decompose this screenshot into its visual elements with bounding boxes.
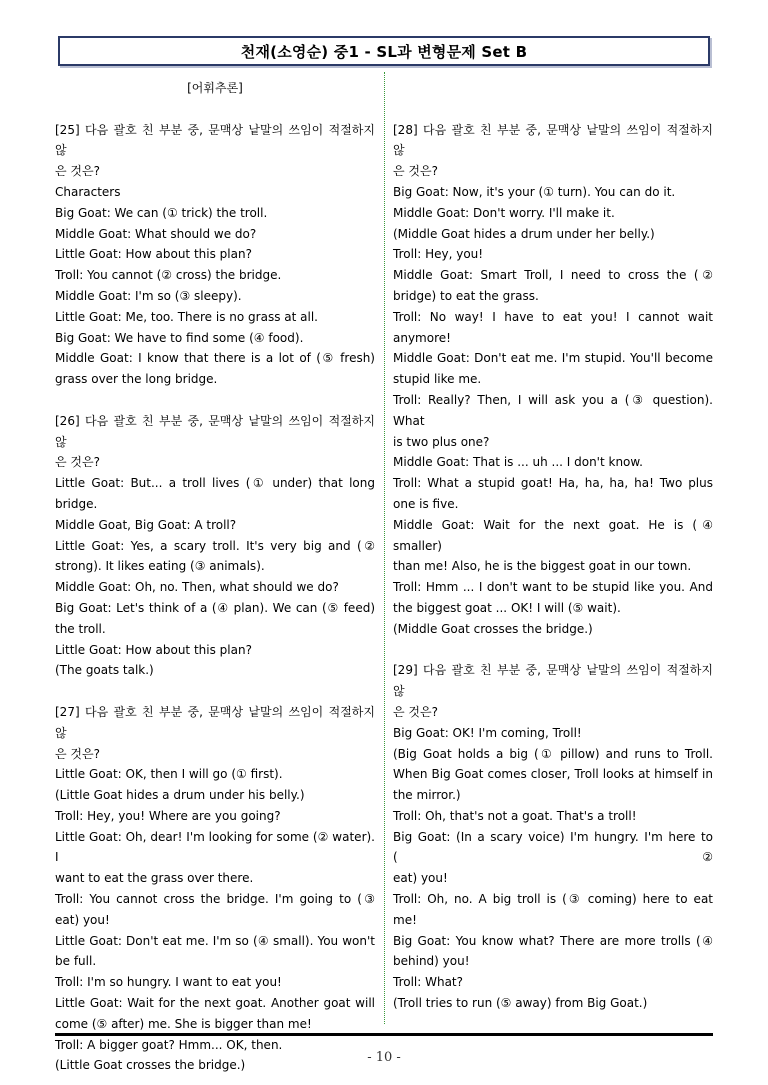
- text-line: (Little Goat hides a drum under his belly.): [55, 788, 305, 803]
- text-line: strong). It likes eating (③ animals).: [55, 559, 265, 574]
- left-column: [55, 78, 375, 1076]
- text-line: Middle Goat: I'm so (③ sleepy).: [55, 288, 242, 303]
- text-line: 은 것은?: [393, 164, 438, 179]
- text-line: Middle Goat, Big Goat: A troll?: [55, 517, 237, 532]
- text-line: Little Goat: OK, then I will go (① first).: [55, 767, 283, 782]
- text-line: Characters: [55, 184, 121, 199]
- text-line: Big Goat: We can (① trick) the troll.: [55, 205, 268, 220]
- text-line: Big Goat: You know what? There are more trolls (④: [393, 933, 713, 948]
- text-line: Little Goat: How about this plan?: [55, 642, 252, 657]
- section-label: [어휘추론]: [187, 81, 243, 95]
- page-number: - 10 -: [367, 1050, 401, 1065]
- text-line: (Middle Goat crosses the bridge.): [393, 621, 593, 636]
- bottom-rule: [55, 1033, 713, 1036]
- text-line: Little Goat: Oh, dear! I'm looking for some (② water). I: [55, 829, 375, 865]
- text-line: Troll: What?: [393, 975, 464, 990]
- spacer: [55, 390, 375, 411]
- text-line: Little Goat: Yes, a scary troll. It's very big and (②: [55, 538, 375, 553]
- text-line: Little Goat: How about this plan?: [55, 247, 252, 262]
- text-line: Troll: Hey, you! Where are you going?: [55, 808, 281, 823]
- text-line: Big Goat: We have to find some (④ food).: [55, 330, 304, 345]
- text-line: Troll: What a stupid goat! Ha, ha, ha, ha! Two plus: [393, 476, 713, 491]
- spacer: [393, 640, 713, 661]
- spacer: [55, 681, 375, 702]
- text-line: the mirror.): [393, 788, 461, 803]
- text-line: want to eat the grass over there.: [55, 871, 254, 886]
- text-line: Big Goat: OK! I'm coming, Troll!: [393, 725, 582, 740]
- text-line: Troll: Oh, that's not a goat. That's a troll!: [393, 808, 637, 823]
- text-line: Little Goat: Wait for the next goat. Another goat will: [55, 996, 375, 1011]
- text-line: (Little Goat crosses the bridge.): [55, 1058, 246, 1073]
- text-line: eat) you!: [55, 912, 110, 927]
- text-line: (Big Goat holds a big (① pillow) and runs to Troll.: [393, 746, 713, 761]
- text-line: Big Goat: Let's think of a (④ plan). We can (⑤ feed): [55, 600, 375, 615]
- spacer: [393, 78, 713, 99]
- text-line: Troll: A bigger goat? Hmm... OK, then.: [55, 1037, 283, 1052]
- text-line: Middle Goat: That is ... uh ... I don't know.: [393, 455, 643, 470]
- text-line: one is five.: [393, 496, 459, 511]
- text-line: Troll: I'm so hungry. I want to eat you!: [55, 975, 282, 990]
- text-line: stupid like me.: [393, 372, 482, 387]
- text-line: Middle Goat: I know that there is a lot of (⑤ fresh): [55, 351, 375, 366]
- column-divider: [384, 72, 385, 1024]
- text-line: (Troll tries to run (⑤ away) from Big Goat.): [393, 996, 648, 1011]
- text-line: Middle Goat: What should we do?: [55, 226, 257, 241]
- text-line: [28] 다음 괄호 친 부분 중, 문맥상 낱말의 쓰임이 적절하지 않: [393, 122, 713, 158]
- text-line: Troll: You cannot (② cross) the bridge.: [55, 268, 282, 283]
- text-line: Little Goat: But... a troll lives (① under) that long: [55, 476, 375, 491]
- text-line: Troll: Hey, you!: [393, 247, 484, 262]
- text-line: bridge) to eat the grass.: [393, 288, 539, 303]
- text-line: Troll: No way! I have to eat you! I cannot wait: [393, 309, 713, 324]
- text-line: Middle Goat: Smart Troll, I need to cross the (②: [393, 268, 713, 283]
- text-line: Troll: Oh, no. A big troll is (③ coming) here to eat: [393, 892, 713, 907]
- text-line: me!: [393, 912, 417, 927]
- text-line: bridge.: [55, 496, 98, 511]
- text-line: Little Goat: Don't eat me. I'm so (④ small). You won't: [55, 933, 375, 948]
- text-line: [29] 다음 괄호 친 부분 중, 문맥상 낱말의 쓰임이 적절하지 않: [393, 663, 713, 699]
- text-line: 은 것은?: [55, 455, 100, 470]
- header-box: [58, 36, 710, 66]
- text-line: Troll: You cannot cross the bridge. I'm going to (③: [55, 892, 375, 907]
- text-line: [25] 다음 괄호 친 부분 중, 문맥상 낱말의 쓰임이 적절하지 않: [55, 122, 375, 158]
- text-line: 은 것은?: [393, 704, 438, 719]
- text-line: (Middle Goat hides a drum under her belly.): [393, 226, 655, 241]
- text-line: Troll: Hmm ... I don't want to be stupid like you. And: [393, 580, 713, 595]
- text-line: Troll: Really? Then, I will ask you a (③ question). What: [393, 392, 713, 428]
- text-line: Big Goat: (In a scary voice) I'm hungry. I'm here to (②: [393, 829, 713, 865]
- text-line: Big Goat: Now, it's your (① turn). You can do it.: [393, 184, 676, 199]
- text-line: the troll.: [55, 621, 106, 636]
- text-line: be full.: [55, 954, 97, 969]
- text-line: Middle Goat: Oh, no. Then, what should we do?: [55, 580, 339, 595]
- text-line: anymore!: [393, 330, 451, 345]
- text-line: than me! Also, he is the biggest goat in our town.: [393, 559, 692, 574]
- text-line: Middle Goat: Don't worry. I'll make it.: [393, 205, 615, 220]
- page-title: 천재(소영순) 중1 - SL과 변형문제 Set B: [240, 42, 528, 61]
- text-line: When Big Goat comes closer, Troll looks at himself in: [393, 767, 713, 782]
- text-line: Middle Goat: Wait for the next goat. He is (④ smaller): [393, 517, 713, 553]
- text-line: the biggest goat ... OK! I will (⑤ wait).: [393, 600, 621, 615]
- text-line: Little Goat: Me, too. There is no grass at all.: [55, 309, 318, 324]
- text-line: [27] 다음 괄호 친 부분 중, 문맥상 낱말의 쓰임이 적절하지 않: [55, 704, 375, 740]
- text-line: is two plus one?: [393, 434, 490, 449]
- text-line: come (⑤ after) me. She is bigger than me!: [55, 1016, 312, 1031]
- text-line: Middle Goat: Don't eat me. I'm stupid. You'll become: [393, 351, 713, 366]
- text-line: grass over the long bridge.: [55, 372, 218, 387]
- spacer: [393, 99, 713, 120]
- text-line: 은 것은?: [55, 746, 100, 761]
- spacer: [55, 99, 375, 120]
- text-line: [26] 다음 괄호 친 부분 중, 문맥상 낱말의 쓰임이 적절하지 않: [55, 413, 375, 449]
- text-line: 은 것은?: [55, 164, 100, 179]
- right-column: [393, 78, 713, 1014]
- text-line: behind) you!: [393, 954, 470, 969]
- text-line: (The goats talk.): [55, 663, 154, 678]
- text-line: eat) you!: [393, 871, 448, 886]
